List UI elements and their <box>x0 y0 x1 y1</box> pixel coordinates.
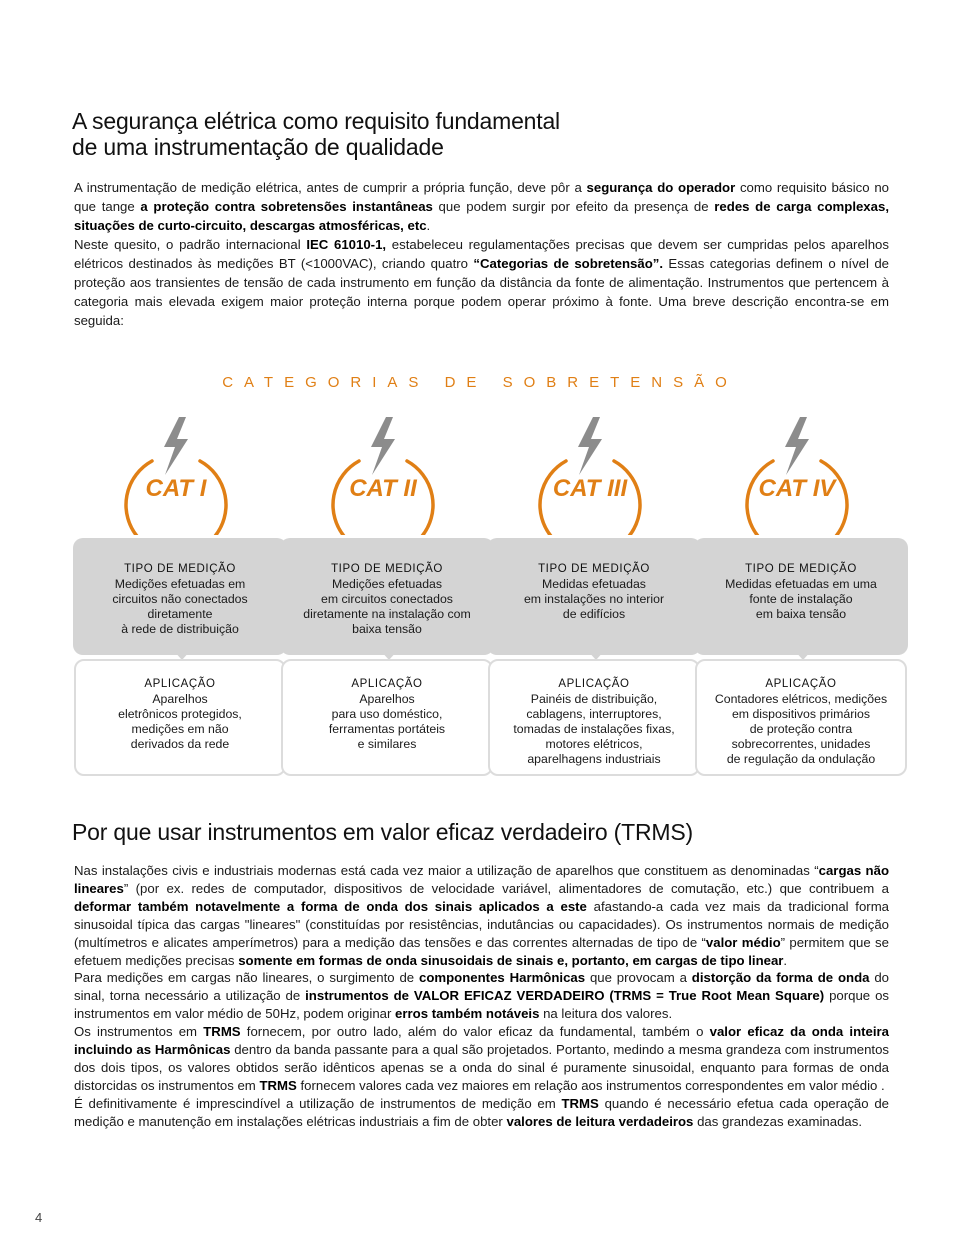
page-number: 4 <box>35 1210 43 1225</box>
aplicacao-line: Aparelhos <box>152 692 208 706</box>
text-run: do sinal, torna necessário a utilização de <box>74 970 889 1004</box>
text-run: . <box>783 952 788 968</box>
section2-paragraph <box>74 969 889 1023</box>
tipo-label: TIPO DE MEDIÇÃO <box>538 563 650 575</box>
bold-text-run: somente em formas de onda sinusoidais de sinais e, portanto, em cargas de tipo linear <box>238 952 784 968</box>
tipo-line: de edifícios <box>562 607 626 621</box>
text-run: A instrumentação de medição elétrica, antes de cumprir a própria função, deve pôr a <box>74 180 587 195</box>
bold-text-run: TRMS <box>203 1024 241 1040</box>
categories-title: CATEGORIAS DE SOBRETENSÃO <box>222 374 738 391</box>
bold-text-run: valor médio <box>705 934 781 950</box>
tipo-medicao-box <box>73 538 287 655</box>
bold-text-run: componentes Harmônicas <box>419 970 586 986</box>
tipo-line: circuitos não conectados <box>112 592 248 606</box>
tipo-line: Medidas efetuadas em uma <box>725 577 877 591</box>
tipo-line: em instalações no interior <box>523 592 665 606</box>
aplicacao-line: de regulação da ondulação <box>726 752 876 766</box>
tipo-line: Medições efetuadas em <box>114 577 246 591</box>
category-name: CAT III <box>552 475 628 502</box>
tipo-line: baixa tensão <box>352 622 422 636</box>
bold-text-run: distorção da forma de onda <box>691 970 870 986</box>
tipo-label: TIPO DE MEDIÇÃO <box>745 563 857 575</box>
section2-paragraph <box>74 862 889 969</box>
category-badge <box>328 415 438 535</box>
text-run: ” permitem que se efetuem medições precisas <box>74 934 889 968</box>
text-run: que provocam a <box>585 970 692 986</box>
section2-title: Por que usar instrumentos em valor eficaz verdadeiro (TRMS) <box>72 819 693 845</box>
aplicacao-box <box>695 659 907 776</box>
text-run: na leitura dos valores. <box>539 1006 673 1022</box>
category-name: CAT I <box>145 475 207 502</box>
bold-text-run: cargas não lineares <box>74 863 890 896</box>
bold-text-run: IEC 61010-1, <box>306 237 387 252</box>
category-badge <box>742 415 852 535</box>
aplicacao-line: tomadas de instalações fixas, <box>513 722 675 736</box>
tipo-line: Medidas efetuadas <box>542 577 646 591</box>
aplicacao-line: sobrecorrentes, unidades <box>731 737 871 751</box>
text-run: É definitivamente é imprescindível a utilização de instrumentos de medição em <box>74 1095 562 1111</box>
aplicacao-line: aparelhagens industriais <box>527 752 661 766</box>
text-run: estabeleceu regulamentações precisas que devem ser cumpridas pelos aparelhos elétricos destinados às medições BT (<1000VAC), criando quatro <box>74 237 889 271</box>
bold-text-run: redes de carga complexas, situações de curto-circuito, descargas atmosféricas, etc <box>74 199 889 233</box>
aplicacao-line: Contadores elétricos, medições <box>714 692 888 706</box>
text-run: como requisito básico no que tange <box>74 180 889 214</box>
text-run: dentro da banda passante para a qual são projetados. Portanto, medindo a mesma grandeza com instrumentos dos dois tipos, os valores obtidos serão idênticos apenas se a onda do sinal é puramente sinusoidal, enquanto para formas de onda distorcidas os instrumentos em <box>74 1042 889 1093</box>
bold-text-run: valor eficaz da onda inteira incluindo as Harmônicas <box>74 1024 890 1058</box>
bold-text-run: a proteção contra sobretensões instantâneas <box>140 199 433 214</box>
section1-body <box>74 178 889 330</box>
section1-title <box>72 108 560 160</box>
bold-text-run: segurança do operador <box>586 180 736 195</box>
tipo-medicao-box <box>280 538 494 655</box>
tipo-line: em baixa tensão <box>755 607 847 621</box>
category-card <box>73 415 287 775</box>
aplicacao-label: APLICAÇÃO <box>144 678 216 690</box>
aplicacao-line: motores elétricos, <box>545 737 643 751</box>
aplicacao-line: em dispositivos primários <box>731 707 871 721</box>
text-run: afastando-a cada vez mais da tradicional forma sinusoidal típica das cargas "lineares" (constituídas por resistências, indutâncias ou capacidades). Os instrumentos normais de medição (multímetros e alicates amperímetros) para a medição das tensões e das correntes alternadas de tipo de “ <box>74 898 890 950</box>
aplicacao-line: derivados da rede <box>130 737 230 751</box>
category-card <box>280 415 494 775</box>
lightning-bolt-icon <box>371 417 395 475</box>
bold-text-run: valores de leitura verdadeiros <box>506 1113 694 1129</box>
aplicacao-line: Painéis de distribuição, <box>530 692 658 706</box>
tipo-medicao-box <box>487 538 701 655</box>
aplicacao-line: para uso doméstico, <box>331 707 443 721</box>
tipo-medicao-box <box>694 538 908 655</box>
text-run: quando é necessário efetua cada operação de medição e manutenção em instalações elétricas industriais a fim de obter <box>74 1095 889 1129</box>
section2-body <box>74 862 889 1131</box>
aplicacao-line: Aparelhos <box>359 692 415 706</box>
bold-text-run: TRMS <box>561 1095 599 1111</box>
category-badge <box>121 415 231 535</box>
text-run: Neste quesito, o padrão internacional <box>74 237 307 252</box>
bold-text-run: deformar também notavelmente a forma de onda dos sinais aplicados a este <box>74 898 587 914</box>
aplicacao-label: APLICAÇÃO <box>558 678 630 690</box>
section1-paragraph <box>74 178 889 235</box>
lightning-bolt-icon <box>785 417 809 475</box>
tipo-label: TIPO DE MEDIÇÃO <box>124 563 236 575</box>
section1-title-line1: A segurança elétrica como requisito fundamental <box>72 108 560 134</box>
lightning-bolt-icon <box>164 417 188 475</box>
aplicacao-label: APLICAÇÃO <box>351 678 423 690</box>
bold-text-run: “Categorias de sobretensão”. <box>473 256 664 271</box>
text-run: porque os instrumentos em valor médio de 50Hz, podem originar <box>74 988 889 1022</box>
category-name: CAT IV <box>758 475 836 502</box>
tipo-line: diretamente <box>147 607 213 621</box>
aplicacao-line: eletrônicos protegidos, <box>118 707 242 721</box>
tipo-line: diretamente na instalação com <box>303 607 471 621</box>
aplicacao-label: APLICAÇÃO <box>765 678 837 690</box>
text-run: fornecem, por outro lado, além do valor eficaz da fundamental, também o <box>240 1024 710 1040</box>
text-run: das grandezas examinadas. <box>693 1113 863 1129</box>
section1-title-line2: de uma instrumentação de qualidade <box>72 134 444 160</box>
aplicacao-line: medições em não <box>131 722 229 736</box>
aplicacao-box <box>74 659 286 776</box>
aplicacao-box <box>281 659 493 776</box>
text-run: que podem surgir por efeito da presença de <box>432 199 715 214</box>
aplicacao-line: e similares <box>357 737 417 751</box>
category-card <box>487 415 701 775</box>
section2-paragraph <box>74 1095 889 1131</box>
tipo-line: Medições efetuadas <box>331 577 443 591</box>
text-run: Essas categorias definem o nível de proteção aos transientes de tensão de cada instrumento em função da distância da fonte de alimentação. Instrumentos que pertencem à categoria mais elevada exigem maior proteção interna porque podem operar próximo à fonte. Uma breve descrição encontra-se em seguida: <box>74 256 889 328</box>
section1-paragraph <box>74 235 889 330</box>
text-run: Nas instalações civis e industriais modernas está cada vez maior a utilização de aparelhos que constituem as denominadas “ <box>74 863 819 878</box>
bold-text-run: erros também notáveis <box>395 1006 540 1022</box>
bold-text-run: instrumentos de VALOR EFICAZ VERDADEIRO (TRMS = True Root Mean Square) <box>305 988 825 1004</box>
category-name: CAT II <box>349 475 417 502</box>
tipo-label: TIPO DE MEDIÇÃO <box>331 563 443 575</box>
text-run: fornecem valores cada vez maiores em relação aos instrumentos correspondentes em valor médio . <box>296 1077 885 1093</box>
text-run: Os instrumentos em <box>74 1024 204 1040</box>
tipo-line: em circuitos conectados <box>321 592 453 606</box>
aplicacao-line: de proteção contra <box>749 722 853 736</box>
tipo-line: à rede de distribuição <box>121 622 239 636</box>
text-run: ” (por ex. redes de computador, dispositivos de velocidade variável, alimentadores de comutação, etc.) que contribuem a <box>123 880 889 896</box>
category-badge <box>535 415 645 535</box>
section2-paragraph <box>74 1023 889 1095</box>
tipo-line: fonte de instalação <box>749 592 853 606</box>
aplicacao-line: ferramentas portáteis <box>328 722 446 736</box>
aplicacao-line: cablagens, interruptores, <box>526 707 662 721</box>
category-card <box>694 415 908 775</box>
lightning-bolt-icon <box>578 417 602 475</box>
text-run: . <box>426 218 431 233</box>
bold-text-run: TRMS <box>259 1077 297 1093</box>
aplicacao-box <box>488 659 700 776</box>
text-run: Para medições em cargas não lineares, o surgimento de <box>74 970 419 986</box>
